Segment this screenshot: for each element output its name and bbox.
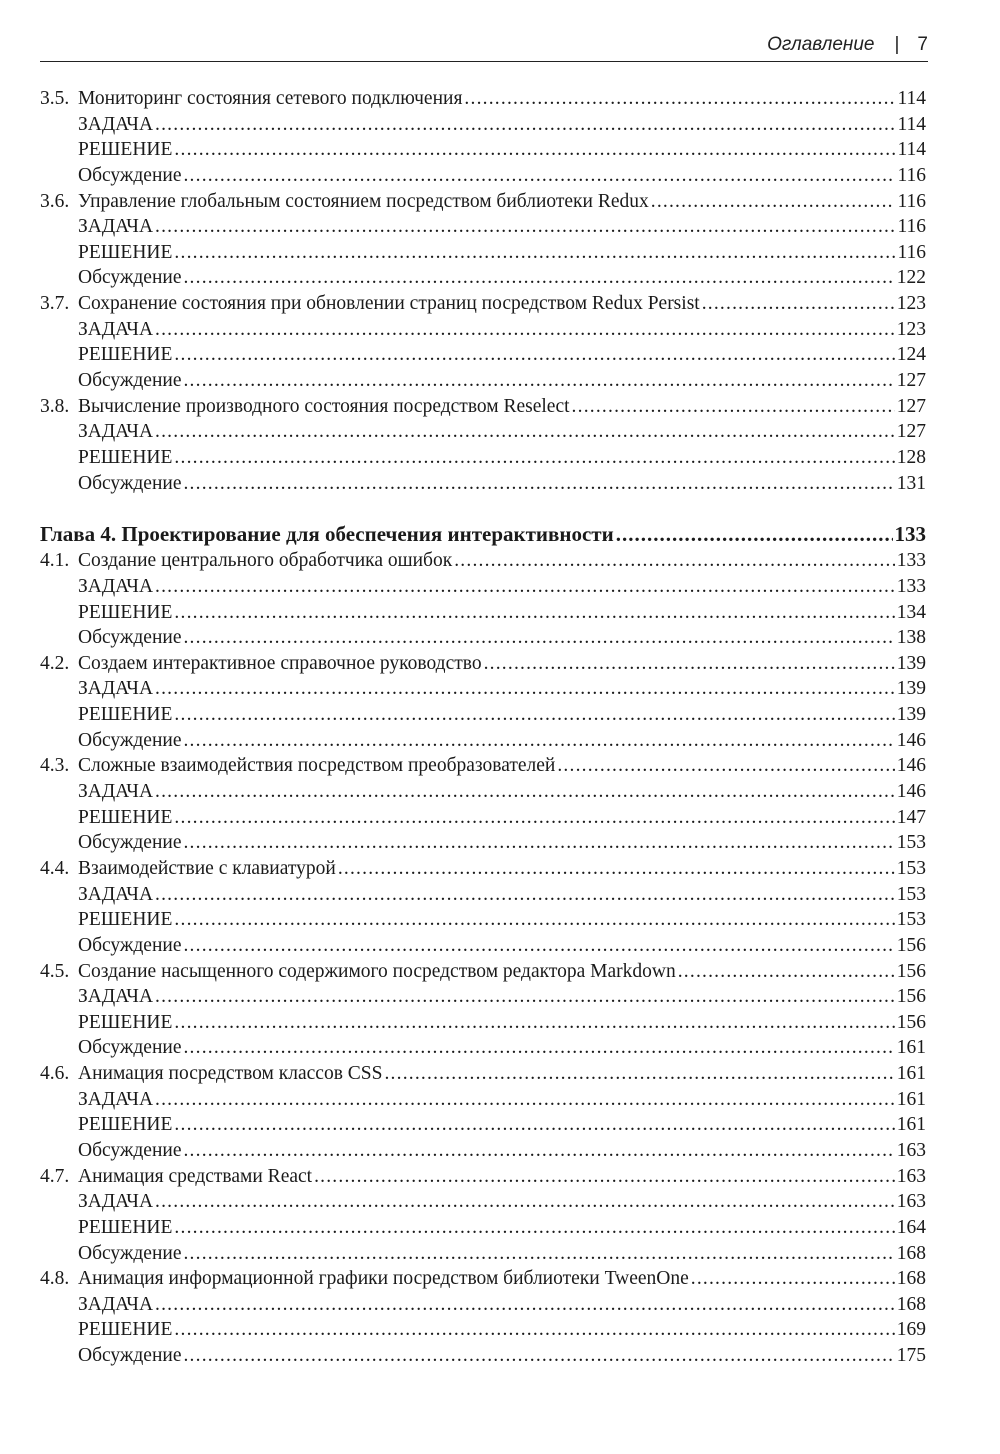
page-number: 114 (897, 88, 926, 109)
dot-leader (155, 1087, 895, 1113)
page-number: 153 (896, 909, 926, 931)
subentry-title: РЕШЕНИЕ (78, 601, 173, 623)
toc-subentry-discussion[interactable] (40, 368, 926, 394)
section-number: 4.3. (40, 755, 70, 777)
subentry-title: Обсуждение (78, 472, 182, 494)
page-number: 161 (896, 1114, 926, 1136)
dot-leader (183, 265, 894, 291)
toc-subentry-solution[interactable] (40, 600, 926, 626)
dot-leader (174, 1215, 894, 1241)
page-number: 161 (896, 1088, 926, 1110)
dot-leader (183, 1138, 894, 1164)
section-title-text: Сохранение состояния при обновлении страниц посредством Redux Persist (78, 293, 700, 315)
subentry-title: Обсуждение (78, 1345, 182, 1367)
subentry-title: ЗАДАЧА (78, 575, 154, 597)
subentry-title: ЗАДАЧА (78, 1293, 154, 1315)
toc-subentry-discussion[interactable] (40, 1138, 926, 1164)
header-separator: | (894, 34, 900, 55)
toc-section-entry[interactable] (40, 959, 926, 985)
toc-subentry-discussion[interactable] (40, 728, 926, 754)
toc-chapter-heading[interactable] (40, 520, 926, 548)
section-number: 3.7. (40, 293, 70, 315)
dot-leader (484, 651, 895, 677)
dot-leader (174, 805, 894, 831)
section-number: 4.7. (40, 1165, 70, 1187)
dot-leader (174, 1010, 894, 1036)
section-title (40, 394, 570, 420)
page-number: 133 (896, 550, 926, 572)
toc-subentry-solution[interactable] (40, 342, 926, 368)
toc-subentry-discussion[interactable] (40, 163, 926, 189)
subentry-title: Обсуждение (78, 832, 182, 854)
subentry-title: РЕШЕНИЕ (78, 1114, 173, 1136)
page-number: 168 (896, 1242, 926, 1264)
toc-subentry-discussion[interactable] (40, 1343, 926, 1369)
dot-leader (174, 137, 895, 163)
dot-leader (616, 520, 893, 548)
toc-subentry-task[interactable] (40, 676, 926, 702)
page-number: 114 (897, 139, 926, 161)
section-title (40, 1164, 312, 1190)
toc-subentry-task[interactable] (40, 112, 926, 138)
subentry-title: РЕШЕНИЕ (78, 139, 173, 161)
page-number: 146 (896, 755, 926, 777)
toc-subentry-discussion[interactable] (40, 1035, 926, 1061)
toc-section-entry[interactable] (40, 753, 926, 779)
toc-chapter-3-sections (40, 86, 926, 496)
toc-subentry-task[interactable] (40, 214, 926, 240)
dot-leader (691, 1266, 895, 1292)
section-title-text: Анимация посредством классов CSS (78, 1063, 383, 1085)
toc-section-entry[interactable] (40, 1061, 926, 1087)
page-number: 127 (896, 370, 926, 392)
toc-section-entry[interactable] (40, 651, 926, 677)
dot-leader (174, 240, 895, 266)
dot-leader (155, 317, 895, 343)
subentry-title: Обсуждение (78, 370, 182, 392)
dot-leader (557, 753, 894, 779)
page-number: 124 (896, 344, 926, 366)
subentry-title: РЕШЕНИЕ (78, 704, 173, 726)
dot-leader (183, 1035, 894, 1061)
page-number: 116 (897, 164, 926, 186)
section-number: 4.1. (40, 550, 70, 572)
subentry-title: ЗАДАЧА (78, 986, 154, 1008)
toc-subentry-solution[interactable] (40, 702, 926, 728)
page-number: 116 (897, 216, 926, 238)
dot-leader (183, 625, 894, 651)
dot-leader (174, 907, 894, 933)
header-section-title: Оглавление (767, 34, 875, 55)
section-number: 3.8. (40, 395, 70, 417)
section-title (40, 548, 452, 574)
section-number: 3.6. (40, 190, 70, 212)
toc-subentry-task[interactable] (40, 779, 926, 805)
toc-chapter-4-sections (40, 548, 926, 1369)
page-number: 134 (896, 601, 926, 623)
dot-leader (678, 959, 895, 985)
page-number: 175 (896, 1345, 926, 1367)
toc-subentry-solution[interactable] (40, 907, 926, 933)
subentry-title: Обсуждение (78, 1139, 182, 1161)
page-number: 163 (896, 1139, 926, 1161)
page-number: 163 (896, 1165, 926, 1187)
page-number: 116 (897, 241, 926, 263)
dot-leader (183, 1241, 894, 1267)
page-number: 164 (896, 1216, 926, 1238)
page-number: 123 (896, 293, 926, 315)
section-title (40, 959, 676, 985)
toc-section-entry[interactable] (40, 189, 926, 215)
toc-subentry-solution[interactable] (40, 1112, 926, 1138)
section-number: 4.5. (40, 960, 70, 982)
dot-leader (384, 1061, 894, 1087)
toc-subentry-task[interactable] (40, 419, 926, 445)
page-number: 139 (896, 652, 926, 674)
page-number: 127 (896, 421, 926, 443)
subentry-title: ЗАДАЧА (78, 113, 154, 135)
toc-subentry-discussion[interactable] (40, 471, 926, 497)
chapter-page-number: 133 (894, 522, 926, 547)
toc-subentry-solution[interactable] (40, 1010, 926, 1036)
toc-subentry-discussion[interactable] (40, 933, 926, 959)
toc-section-entry[interactable] (40, 1266, 926, 1292)
subentry-title: Обсуждение (78, 1037, 182, 1059)
subentry-title: РЕШЕНИЕ (78, 344, 173, 366)
section-title (40, 651, 482, 677)
page-number: 168 (896, 1293, 926, 1315)
section-title (40, 86, 462, 112)
page-number: 147 (896, 806, 926, 828)
page-number: 146 (896, 781, 926, 803)
toc-subentry-solution[interactable] (40, 1317, 926, 1343)
section-number: 4.2. (40, 652, 70, 674)
page-number: 153 (896, 883, 926, 905)
dot-leader (155, 112, 895, 138)
dot-leader (314, 1164, 895, 1190)
toc-subentry-task[interactable] (40, 1087, 926, 1113)
subentry-title: ЗАДАЧА (78, 1088, 154, 1110)
dot-leader (464, 86, 895, 112)
toc-section-entry[interactable] (40, 856, 926, 882)
toc-subentry-solution[interactable] (40, 1215, 926, 1241)
subentry-title: ЗАДАЧА (78, 216, 154, 238)
page-number: 139 (896, 704, 926, 726)
dot-leader (183, 1343, 894, 1369)
page-number: 156 (896, 934, 926, 956)
section-title-text: Сложные взаимодействия посредством преобразователей (78, 755, 556, 777)
subentry-title: Обсуждение (78, 934, 182, 956)
subentry-title: Обсуждение (78, 627, 182, 649)
page-number: 139 (896, 678, 926, 700)
subentry-title: РЕШЕНИЕ (78, 446, 173, 468)
toc-subentry-task[interactable] (40, 984, 926, 1010)
page-number: 138 (896, 627, 926, 649)
dot-leader (155, 419, 895, 445)
toc-subentry-discussion[interactable] (40, 830, 926, 856)
section-number: 4.8. (40, 1268, 70, 1290)
dot-leader (183, 471, 894, 497)
toc-subentry-discussion[interactable] (40, 1241, 926, 1267)
page-number: 153 (896, 832, 926, 854)
toc-subentry-task[interactable] (40, 1292, 926, 1318)
section-title-text: Анимация средствами React (78, 1165, 313, 1187)
page-number: 122 (896, 267, 926, 289)
table-of-contents (40, 86, 926, 1369)
dot-leader (155, 882, 895, 908)
page-number: 123 (896, 318, 926, 340)
subentry-title: РЕШЕНИЕ (78, 241, 173, 263)
section-number: 4.6. (40, 1063, 70, 1085)
toc-subentry-solution[interactable] (40, 805, 926, 831)
subentry-title: Обсуждение (78, 267, 182, 289)
toc-subentry-discussion[interactable] (40, 625, 926, 651)
page-number: 114 (897, 113, 926, 135)
subentry-title: Обсуждение (78, 164, 182, 186)
section-title-text: Создание насыщенного содержимого посредством редактора Markdown (78, 960, 676, 982)
section-title-text: Взаимодействие с клавиатурой (78, 857, 336, 879)
toc-subentry-solution[interactable] (40, 137, 926, 163)
section-title-text: Управление глобальным состоянием посредством библиотеки Redux (78, 190, 649, 212)
toc-subentry-discussion[interactable] (40, 265, 926, 291)
dot-leader (174, 445, 894, 471)
dot-leader (155, 984, 895, 1010)
toc-subentry-task[interactable] (40, 317, 926, 343)
subentry-title: ЗАДАЧА (78, 678, 154, 700)
section-title (40, 1266, 689, 1292)
page-number: 156 (896, 1011, 926, 1033)
dot-leader (651, 189, 896, 215)
dot-leader (174, 600, 894, 626)
header-page-number: 7 (917, 34, 928, 55)
subentry-title: РЕШЕНИЕ (78, 1011, 173, 1033)
subentry-title: РЕШЕНИЕ (78, 806, 173, 828)
toc-section-entry[interactable] (40, 1164, 926, 1190)
page-number: 146 (896, 729, 926, 751)
dot-leader (155, 574, 895, 600)
section-title-text: Анимация информационной графики посредством библиотеки TweenOne (78, 1268, 689, 1290)
dot-leader (183, 163, 895, 189)
dot-leader (155, 214, 895, 240)
dot-leader (174, 702, 894, 728)
dot-leader (183, 830, 894, 856)
page-number: 133 (896, 575, 926, 597)
page-number: 127 (896, 395, 926, 417)
subentry-title: ЗАДАЧА (78, 421, 154, 443)
section-title-text: Создание центрального обработчика ошибок (78, 550, 453, 572)
dot-leader (174, 1317, 894, 1343)
subentry-title: ЗАДАЧА (78, 1191, 154, 1213)
toc-section-entry[interactable] (40, 291, 926, 317)
dot-leader (155, 1292, 895, 1318)
page-number: 163 (896, 1191, 926, 1213)
dot-leader (183, 728, 894, 754)
toc-subentry-task[interactable] (40, 1189, 926, 1215)
toc-subentry-task[interactable] (40, 882, 926, 908)
dot-leader (338, 856, 895, 882)
page-number: 156 (896, 960, 926, 982)
section-title (40, 856, 336, 882)
section-title-text: Мониторинг состояния сетевого подключения (78, 88, 463, 109)
subentry-title: ЗАДАЧА (78, 318, 154, 340)
dot-leader (183, 933, 894, 959)
page-number: 153 (896, 857, 926, 879)
dot-leader (174, 342, 894, 368)
page-number: 161 (896, 1037, 926, 1059)
dot-leader (174, 1112, 894, 1138)
dot-leader (702, 291, 895, 317)
toc-section-entry[interactable] (40, 548, 926, 574)
chapter-title: Глава 4. Проектирование для обеспечения интерактивности (40, 522, 614, 547)
dot-leader (155, 779, 895, 805)
page-number: 128 (896, 446, 926, 468)
page-number: 131 (896, 472, 926, 494)
toc-subentry-solution[interactable] (40, 445, 926, 471)
page-number: 161 (896, 1063, 926, 1085)
page-number: 169 (896, 1319, 926, 1341)
header-rule (40, 61, 928, 62)
dot-leader (183, 368, 894, 394)
toc-section-entry[interactable] (40, 86, 926, 112)
section-title (40, 753, 555, 779)
section-title-text: Создаем интерактивное справочное руководство (78, 652, 482, 674)
section-title (40, 189, 649, 215)
section-number: 4.4. (40, 857, 70, 879)
dot-leader (155, 1189, 895, 1215)
toc-section-entry[interactable] (40, 394, 926, 420)
section-title-text: Вычисление производного состояния посредством Reselect (78, 395, 570, 417)
toc-subentry-task[interactable] (40, 574, 926, 600)
subentry-title: ЗАДАЧА (78, 781, 154, 803)
subentry-title: ЗАДАЧА (78, 883, 154, 905)
page-number: 156 (896, 986, 926, 1008)
dot-leader (155, 676, 895, 702)
toc-subentry-solution[interactable] (40, 240, 926, 266)
section-number: 3.5. (40, 88, 70, 109)
subentry-title: РЕШЕНИЕ (78, 1319, 173, 1341)
subentry-title: РЕШЕНИЕ (78, 1216, 173, 1238)
section-title (40, 291, 700, 317)
dot-leader (572, 394, 895, 420)
subentry-title: Обсуждение (78, 1242, 182, 1264)
subentry-title: РЕШЕНИЕ (78, 909, 173, 931)
subentry-title: Обсуждение (78, 729, 182, 751)
section-title (40, 1061, 382, 1087)
dot-leader (454, 548, 895, 574)
page-number: 168 (896, 1268, 926, 1290)
page-number: 116 (897, 190, 926, 212)
running-header (40, 34, 928, 58)
